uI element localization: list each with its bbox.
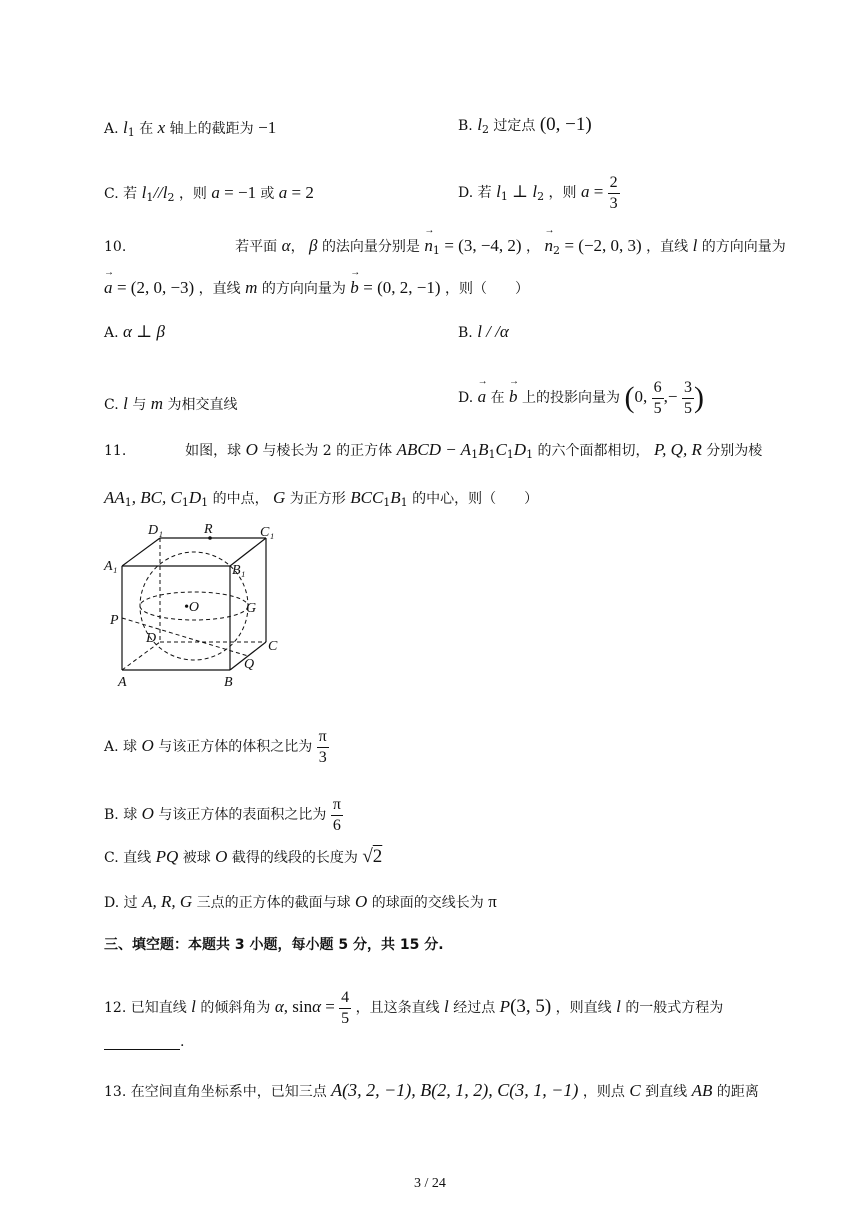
label-p: P <box>110 613 119 628</box>
q10-stem-line2: → a = (2, 0, −3) ，直线 m 的方向向量为 → b = (0, 2, −1) ，则（ ） <box>104 278 529 298</box>
label-q: Q <box>244 657 255 672</box>
q9-option-a: A. $l_1$ 在 x 轴上的截距为 −1 <box>104 118 277 139</box>
question-number: 10. <box>104 239 127 255</box>
q12-answer-blank[interactable]: . <box>104 1034 184 1050</box>
label-b1: B₁ <box>232 563 246 578</box>
q10-option-b: B. l / /α <box>458 322 509 341</box>
label-a: A <box>118 675 127 690</box>
q11-option-a: A. 球 O 与该正方体的体积之比为 $\frac{\pi}{3}$ <box>104 727 327 766</box>
q11-stem-line1: 11. 如图，球 O 与棱长为 2 的正方体 ABCD − $A_1B_1C_1D_1$ 的六个面都相切， P, Q, R 分别为棱 <box>104 440 763 461</box>
edge-a1-d1 <box>122 538 160 566</box>
page-number: 3 / 24 <box>414 1176 446 1191</box>
q10-option-a: A. α ⊥ β <box>104 322 165 341</box>
label-g: G <box>246 601 257 616</box>
q10-option-c: C. l 与 m 为相交直线 <box>104 394 238 413</box>
fraction-two-thirds: $\frac{2}{3}$ <box>609 173 618 212</box>
q9-option-d: D. 若 $l_1$ ⊥ $l_2$ ，则 a = $\frac{2}{3}$ <box>458 173 618 212</box>
section-heading: 三、填空题：本题共 3 小题，每小题 5 分，共 15 分. <box>104 937 444 953</box>
q11-stem-line2: $AA_1$, BC, $C_1D_1$ 的中点， G 为正方形 $BCC_1B_1$ 的中心，则（ ） <box>104 488 539 509</box>
label-a1: A₁ <box>104 559 118 574</box>
q11-option-b: B. 球 O 与该正方体的表面积之比为 $\frac{\pi}{6}$ <box>104 795 341 834</box>
q9-option-c: C. 若 $l_1//l_2$ ，则 a = −1 或 a = 2 <box>104 183 314 204</box>
q12-stem: 12. 已知直线 l 的倾斜角为 α, sinα = $\frac{4}{5}$ ，且这条直线 l 经过点 P(3, 5) ，则直线 l 的一般式方程为 <box>104 988 724 1027</box>
q10-stem-line1: 10. 若平面 α， β 的法向量分别是 → $n_1 = (3$, −4, 2) ， → $n_2 = (-2$, 0, 3) ，直线 l 的方向向量为 <box>104 236 786 257</box>
label-r: R <box>204 522 213 537</box>
segment-p-q <box>122 618 248 656</box>
q10-option-d: D. → a 在 → b 上的投影向量为 (0, $\frac{6}{5}$ ,− $\frac{3}{5}$ ) <box>458 360 704 417</box>
label-d1: D₁ <box>148 523 163 538</box>
edge-a-d <box>122 642 160 670</box>
q13-stem: 13. 在空间直角坐标系中，已知三点 A(3, 2, −1), B(2, 1, 2), C(3, 1, −1) ，则点 C 到直线 AB 的距离 <box>104 1080 759 1100</box>
label-o: •O <box>184 600 200 615</box>
label-c1: C₁ <box>260 525 275 540</box>
label-c: C <box>268 639 278 654</box>
label-d: D <box>146 631 157 646</box>
label-b: B <box>224 675 233 690</box>
option-label: A. <box>104 121 124 137</box>
q11-option-d: D. 过 A, R, G 三点的正方体的截面与球 O 的球面的交线长为 π <box>104 892 497 911</box>
edge-b1-c1 <box>230 538 266 566</box>
q11-option-c: C. 直线 PQ 被球 O 截得的线段的长度为 √2 <box>104 846 383 867</box>
q9-option-b: B. $l_2$ 过定点 (0, −1) <box>458 114 592 136</box>
cube-sphere-figure <box>100 518 290 694</box>
